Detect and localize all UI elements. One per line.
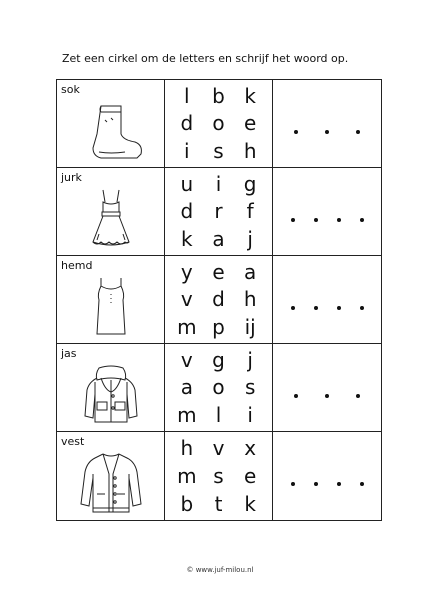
- picture-cell-jas: [57, 344, 165, 432]
- letter[interactable]: e: [244, 111, 257, 136]
- undershirt-icon: [75, 272, 147, 340]
- answer-dots: [281, 394, 373, 398]
- letter[interactable]: s: [244, 375, 256, 400]
- letter-grid: [171, 170, 266, 253]
- letter[interactable]: y: [180, 259, 193, 284]
- letter[interactable]: a: [180, 375, 193, 400]
- letter[interactable]: h: [243, 287, 257, 312]
- letter[interactable]: u: [180, 171, 194, 196]
- letter[interactable]: d: [212, 287, 225, 312]
- coat-icon: [75, 360, 147, 428]
- letter[interactable]: t: [214, 492, 223, 516]
- letter[interactable]: v: [212, 436, 225, 460]
- answer-cell[interactable]: [273, 256, 381, 344]
- answer-dots: [281, 130, 373, 134]
- letter[interactable]: b: [212, 83, 225, 108]
- letter[interactable]: a: [244, 259, 257, 284]
- instruction-text: Zet een cirkel om de letters en schrijf het woord op.: [62, 52, 349, 65]
- letter[interactable]: f: [246, 199, 254, 224]
- letter[interactable]: k: [181, 227, 193, 252]
- letter[interactable]: b: [180, 492, 194, 516]
- answer-cell[interactable]: [273, 168, 381, 256]
- letter[interactable]: j: [247, 347, 253, 372]
- word-label: sok: [61, 83, 80, 96]
- word-label: jurk: [61, 171, 82, 184]
- word-label: jas: [61, 347, 77, 360]
- letter[interactable]: p: [212, 315, 225, 340]
- letter-grid: [171, 346, 266, 429]
- letter[interactable]: h: [243, 139, 257, 164]
- letter-grid-cell: [165, 344, 273, 432]
- letter-grid-cell: [165, 256, 273, 344]
- sock-icon: [75, 96, 147, 164]
- dress-icon: [75, 184, 147, 252]
- worksheet-table: [56, 79, 382, 521]
- answer-dots: [281, 482, 373, 486]
- letter[interactable]: ij: [244, 315, 256, 340]
- picture-cell-vest: [57, 432, 165, 520]
- letter[interactable]: e: [212, 259, 225, 284]
- word-label: vest: [61, 435, 85, 448]
- answer-cell[interactable]: [273, 80, 381, 168]
- letter[interactable]: l: [184, 83, 190, 108]
- picture-cell-hemd: [57, 256, 165, 344]
- answer-cell[interactable]: [273, 432, 381, 520]
- letter[interactable]: h: [180, 436, 194, 460]
- letter[interactable]: g: [212, 347, 225, 372]
- letter[interactable]: i: [184, 139, 190, 164]
- letter-grid: [171, 82, 266, 165]
- letter[interactable]: s: [213, 464, 224, 488]
- letter[interactable]: m: [177, 403, 197, 428]
- letter[interactable]: k: [244, 83, 256, 108]
- letter[interactable]: i: [215, 171, 222, 196]
- letter[interactable]: k: [244, 492, 256, 516]
- letter[interactable]: a: [212, 227, 225, 252]
- letter[interactable]: v: [180, 347, 193, 372]
- letter[interactable]: s: [213, 139, 224, 164]
- picture-cell-jurk: [57, 168, 165, 256]
- letter[interactable]: g: [243, 171, 257, 196]
- letter-grid: [171, 258, 266, 341]
- letter[interactable]: m: [177, 464, 197, 488]
- letter-grid-cell: [165, 168, 273, 256]
- answer-dots: [281, 306, 373, 310]
- letter[interactable]: d: [180, 199, 194, 224]
- letter[interactable]: o: [212, 111, 225, 136]
- letter-grid: [171, 434, 266, 518]
- letter[interactable]: x: [244, 436, 257, 460]
- letter[interactable]: l: [215, 403, 222, 428]
- letter[interactable]: i: [247, 403, 253, 428]
- copyright-footer: © www.juf-milou.nl: [186, 566, 254, 574]
- letter-grid-cell: [165, 432, 273, 520]
- cardigan-icon: [75, 448, 147, 516]
- letter[interactable]: d: [180, 111, 194, 136]
- letter[interactable]: o: [212, 375, 225, 400]
- letter[interactable]: r: [214, 199, 223, 224]
- letter[interactable]: e: [244, 464, 257, 488]
- picture-cell-sok: [57, 80, 165, 168]
- letter[interactable]: j: [247, 227, 253, 252]
- answer-dots: [281, 218, 373, 222]
- letter[interactable]: v: [180, 287, 193, 312]
- letter-grid-cell: [165, 80, 273, 168]
- word-label: hemd: [61, 259, 93, 272]
- letter[interactable]: m: [177, 315, 197, 340]
- answer-cell[interactable]: [273, 344, 381, 432]
